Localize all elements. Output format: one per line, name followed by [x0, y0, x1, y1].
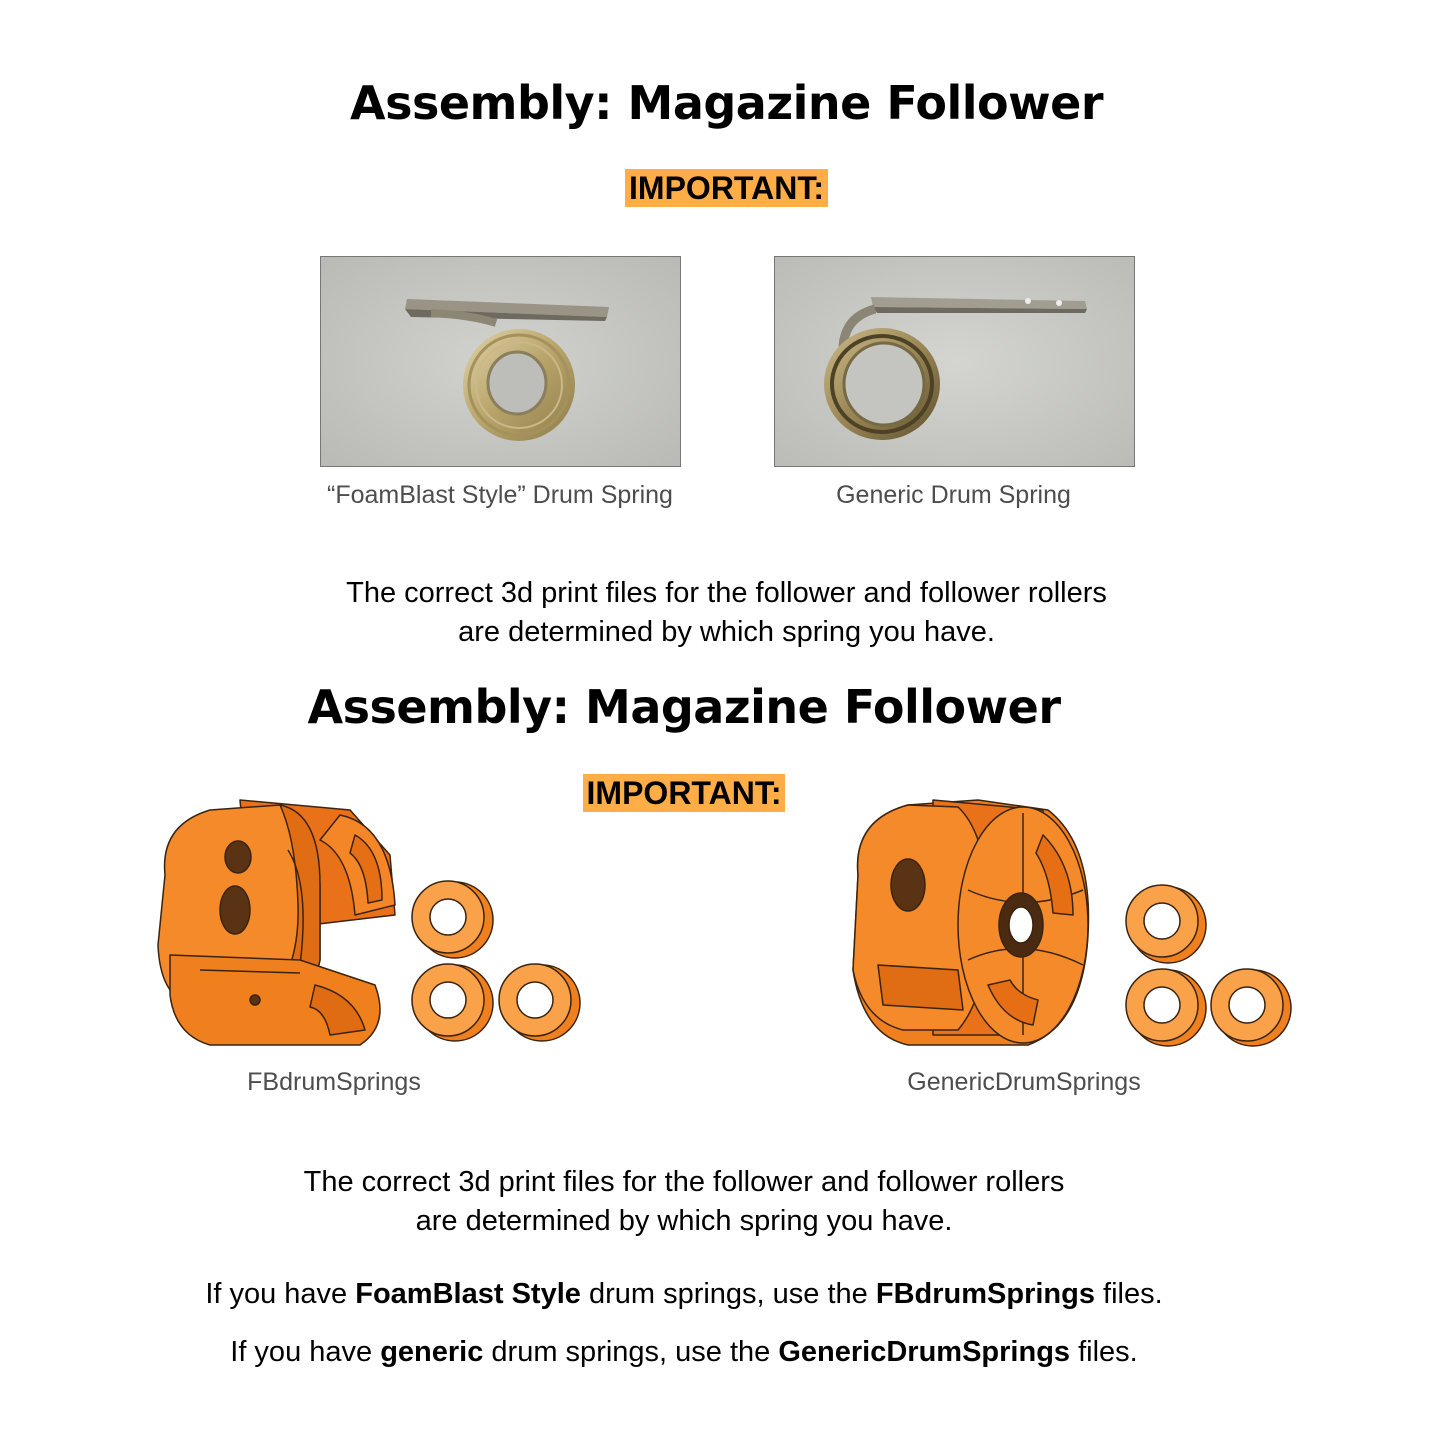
genericdrumsprings-render	[838, 795, 1298, 1060]
instruction-text: files.	[1095, 1278, 1163, 1310]
section-title: Assembly: Magazine Follower	[307, 680, 1061, 734]
instruction-text: If you have	[230, 1336, 381, 1368]
description-block	[0, 574, 1445, 652]
fbdrumsprings-caption: FBdrumSprings	[247, 1068, 421, 1096]
foamblast-instruction	[0, 1278, 1368, 1311]
fbdrumsprings-render	[150, 795, 590, 1060]
description-line: The correct 3d print files for the follower and follower rollers	[303, 1166, 1065, 1198]
description-line: The correct 3d print files for the follower and follower rollers	[346, 577, 1107, 609]
generic-instruction	[0, 1336, 1368, 1369]
important-label: IMPORTANT:	[625, 169, 828, 207]
genericdrumsprings-caption: GenericDrumSprings	[907, 1068, 1141, 1096]
file-set-name: GenericDrumSprings	[778, 1336, 1071, 1368]
description-line: are determined by which spring you have.	[415, 1205, 953, 1237]
instruction-text: files.	[1070, 1336, 1138, 1368]
generic-spring-photo	[774, 256, 1135, 467]
description-block	[0, 1163, 1368, 1241]
page-title: Assembly: Magazine Follower	[349, 76, 1104, 130]
spring-type: FoamBlast Style	[355, 1278, 581, 1310]
instruction-text: drum springs, use the	[580, 1278, 876, 1310]
foamblast-spring-caption: “FoamBlast Style” Drum Spring	[327, 481, 673, 509]
description-line: are determined by which spring you have.	[458, 616, 995, 648]
file-set-name: FBdrumSprings	[875, 1278, 1095, 1310]
important-label: IMPORTANT:	[583, 774, 786, 812]
instruction-text: drum springs, use the	[483, 1336, 779, 1368]
spring-type: generic	[380, 1336, 484, 1368]
foamblast-spring-photo	[320, 256, 681, 467]
instruction-text: If you have	[205, 1278, 356, 1310]
generic-spring-caption: Generic Drum Spring	[836, 481, 1071, 509]
